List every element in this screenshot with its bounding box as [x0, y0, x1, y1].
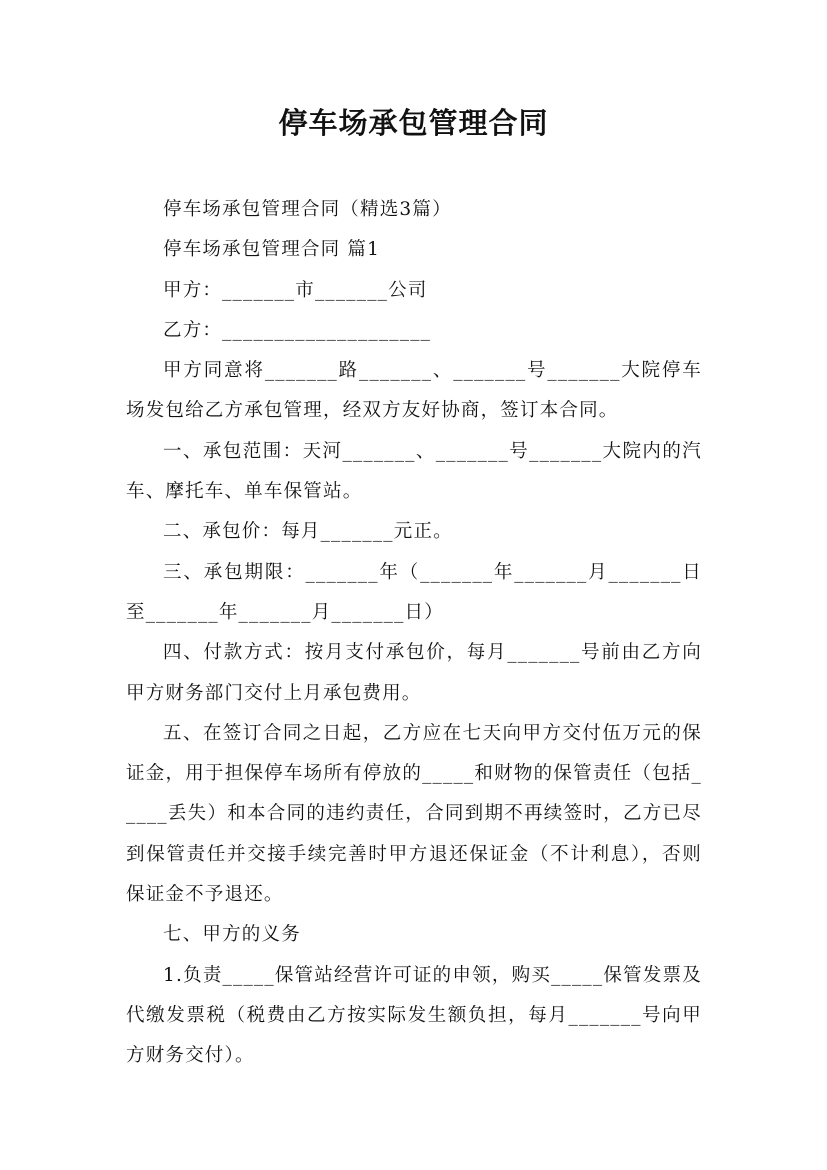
paragraph-section-heading: 停车场承包管理合同 篇1	[163, 239, 381, 261]
paragraph-clause-scope: 一、承包范围：天河_______、_______号_______大院内的汽车、摩托车、单车保管站。	[126, 440, 702, 503]
paragraph-party-b: 乙方：____________________	[163, 319, 432, 341]
paragraph-clause-party-a-duties: 七、甲方的义务	[163, 924, 301, 946]
paragraph-clause-term: 三、承包期限：_______年（_______年_______月_______日至_______年_______月_______日）	[126, 561, 702, 623]
document-body	[126, 190, 702, 1077]
paragraph-duty-1: 1.负责_____保管站经营许可证的申领，购买_____保管发票及代缴发票税（税费由乙方按实际发生额负担，每月_______号向甲方财务交付）。	[126, 964, 702, 1067]
document-title: 停车场承包管理合同	[278, 106, 549, 140]
paragraph-clause-price: 二、承包价：每月_______元正。	[163, 521, 453, 543]
paragraph-clause-payment: 四、付款方式：按月支付承包价，每月_______号前由乙方向甲方财务部门交付上月承包费用。	[126, 642, 702, 704]
paragraph-party-a: 甲方：_______市_______公司	[163, 279, 428, 301]
paragraph-intro: 甲方同意将_______路_______、_______号_______大院停车场发包给乙方承包管理，经双方友好协商，签订本合同。	[126, 360, 702, 422]
paragraph-clause-deposit: 五、在签订合同之日起，乙方应在七天向甲方交付伍万元的保证金，用于担保停车场所有停放的_____和财物的保管责任（包括_____丢失）和本合同的违约责任，合同到期不再续签时，乙方已尽到保管责任并交接手续完善时甲方退还保证金（不计利息），否则保证金不予退还。	[126, 722, 702, 906]
paragraph-subtitle: 停车场承包管理合同（精选3篇）	[163, 199, 452, 220]
